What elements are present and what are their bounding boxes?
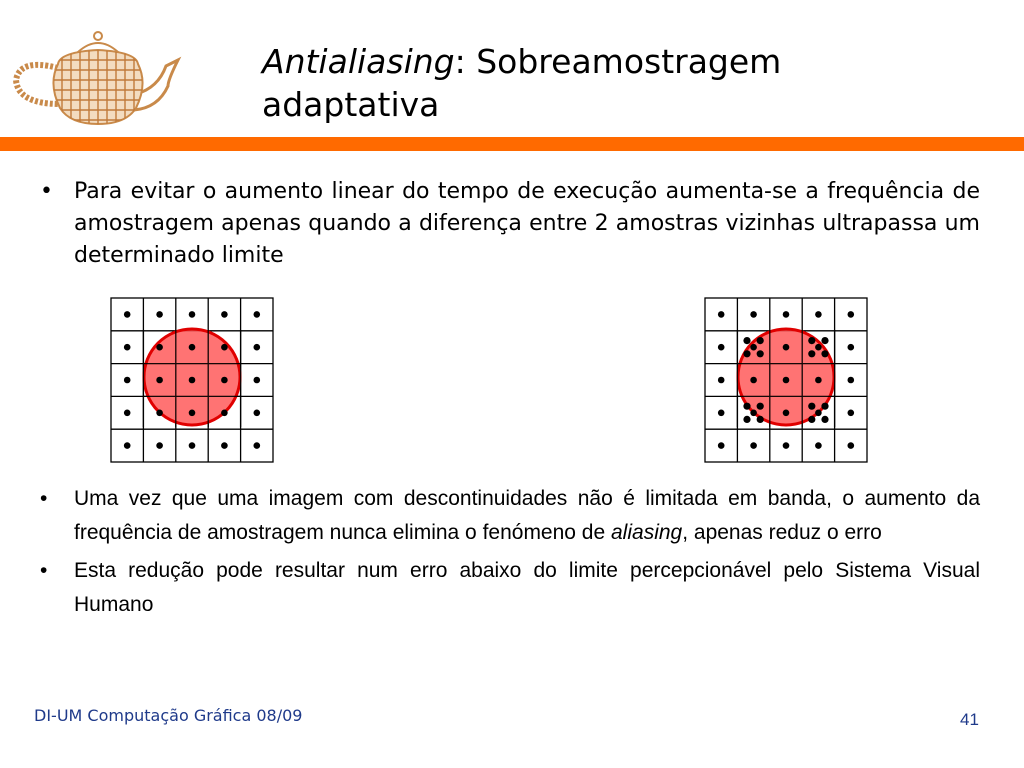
slide-title: [262, 40, 962, 126]
list-item: [40, 176, 980, 272]
bullet-marker: •: [40, 179, 53, 204]
bullet-text-italic: aliasing: [611, 521, 683, 544]
bullet-text: Esta redução pode resultar num erro abaixo do limite percepcionável pelo Sistema Visual Humano: [74, 559, 980, 616]
sampling-grid-adaptive: [704, 297, 868, 463]
sampling-grid-regular: [110, 297, 274, 463]
bullet-text-part: , apenas reduz o erro: [682, 521, 882, 544]
bullet-text-part: Uma vez que uma imagem com descontinuidades não é limitada em banda, o aumento da frequência de amostragem nunca elimina o fenómeno de: [74, 487, 980, 544]
title-italic: Antialiasing: [262, 42, 455, 81]
footer-course: DI-UM Computação Gráfica 08/09: [34, 706, 303, 725]
page-number: 41: [960, 710, 979, 729]
list-item: [40, 554, 980, 622]
title-line2: adaptativa: [262, 85, 440, 124]
title-rest: : Sobreamostragem: [454, 42, 782, 81]
bullet-text: [74, 482, 980, 550]
bullet-list-top: [40, 176, 980, 272]
bullet-text: Para evitar o aumento linear do tempo de execução aumenta-se a frequência de amostragem apenas quando a diferença entre 2 amostras vizinhas ultrapassa um determinado limite: [74, 179, 980, 268]
bullet-list-bottom: [40, 482, 980, 626]
list-item: [40, 482, 980, 550]
accent-bar: [0, 137, 1024, 151]
bullet-marker: •: [40, 487, 48, 510]
bullet-marker: •: [40, 559, 48, 582]
teapot-logo: [8, 24, 188, 132]
